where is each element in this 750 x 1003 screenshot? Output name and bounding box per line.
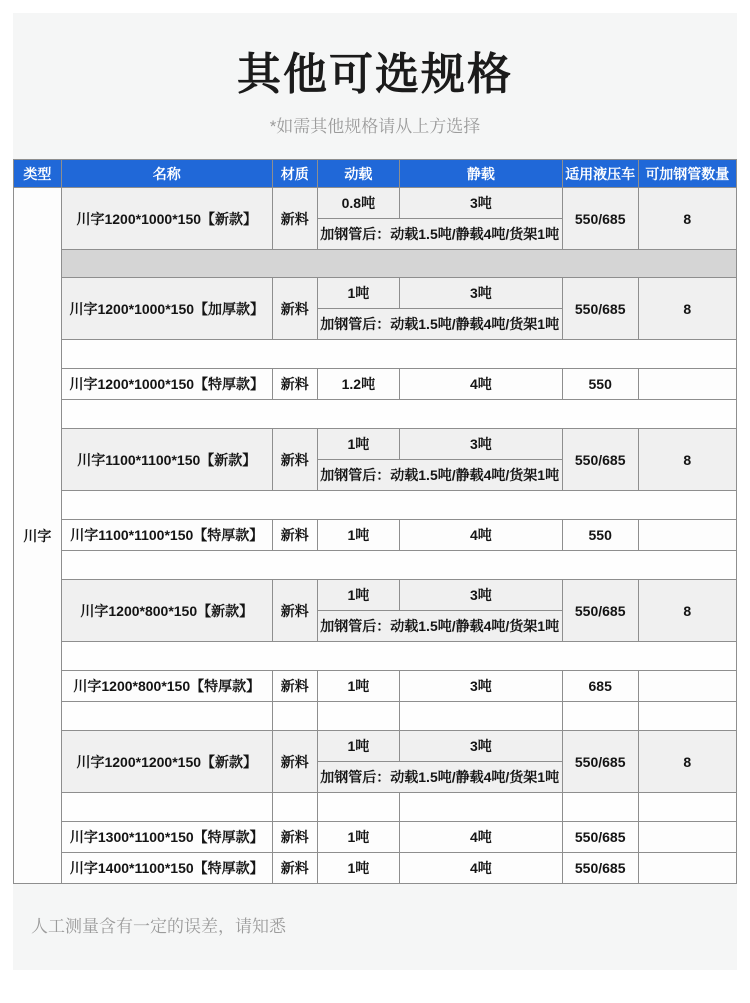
table-row	[14, 731, 737, 762]
spacer-cell	[61, 702, 272, 731]
dynamic-load-cell: 1吨	[317, 429, 399, 460]
pipe-count-cell	[638, 369, 736, 400]
spacer-row	[14, 340, 737, 369]
dynamic-load-cell: 0.8吨	[317, 188, 399, 219]
static-load-cell: 3吨	[400, 278, 563, 309]
table-row	[14, 429, 737, 460]
static-load-cell: 3吨	[400, 429, 563, 460]
static-load-cell: 3吨	[400, 188, 563, 219]
static-load-cell: 4吨	[400, 822, 563, 853]
material-cell: 新料	[272, 671, 317, 702]
table-row	[14, 278, 737, 309]
static-load-cell: 4吨	[400, 853, 563, 884]
static-load-cell: 3吨	[400, 731, 563, 762]
after-pipe-cell: 加钢管后：动载1.5吨/静载4吨/货架1吨	[317, 219, 562, 250]
material-cell: 新料	[272, 822, 317, 853]
spacer-cell	[400, 793, 563, 822]
table-row	[14, 369, 737, 400]
spacer-cell	[638, 793, 736, 822]
name-cell: 川字1100*1100*150【特厚款】	[61, 520, 272, 551]
pipe-count-cell: 8	[638, 580, 736, 642]
pipe-count-cell	[638, 671, 736, 702]
spacer-row	[14, 702, 737, 731]
content-card	[13, 13, 737, 970]
spacer-cell	[61, 642, 736, 671]
spacer-row	[14, 491, 737, 520]
table-row	[14, 520, 737, 551]
dynamic-load-cell: 1吨	[317, 731, 399, 762]
material-cell: 新料	[272, 188, 317, 250]
dynamic-load-cell: 1吨	[317, 580, 399, 611]
spacer-row	[14, 551, 737, 580]
spacer-row	[14, 400, 737, 429]
spacer-cell	[61, 400, 736, 429]
name-cell: 川字1400*1100*150【特厚款】	[61, 853, 272, 884]
pipe-count-cell: 8	[638, 429, 736, 491]
truck-cell: 550/685	[562, 853, 638, 884]
column-header-pipe-count: 可加钢管数量	[638, 160, 736, 188]
name-cell: 川字1200*800*150【新款】	[61, 580, 272, 642]
material-cell: 新料	[272, 429, 317, 491]
header-row	[14, 160, 737, 188]
static-load-cell: 4吨	[400, 369, 563, 400]
name-cell: 川字1200*1000*150【加厚款】	[61, 278, 272, 340]
footer-note: 人工测量含有一定的误差，请知悉	[31, 917, 286, 936]
truck-cell: 550/685	[562, 188, 638, 250]
truck-cell: 550/685	[562, 822, 638, 853]
material-cell: 新料	[272, 520, 317, 551]
pipe-count-cell	[638, 822, 736, 853]
after-pipe-cell: 加钢管后：动载1.5吨/静载4吨/货架1吨	[317, 309, 562, 340]
static-load-cell: 4吨	[400, 520, 563, 551]
truck-cell: 550	[562, 369, 638, 400]
name-cell: 川字1200*1000*150【特厚款】	[61, 369, 272, 400]
material-cell: 新料	[272, 369, 317, 400]
column-header-truck: 适用液压车	[562, 160, 638, 188]
name-cell: 川字1200*800*150【特厚款】	[61, 671, 272, 702]
dynamic-load-cell: 1吨	[317, 822, 399, 853]
after-pipe-cell: 加钢管后：动载1.5吨/静载4吨/货架1吨	[317, 611, 562, 642]
type-cell: 川字	[14, 188, 62, 884]
static-load-cell: 3吨	[400, 671, 563, 702]
truck-cell: 550/685	[562, 731, 638, 793]
table-row	[14, 580, 737, 611]
dynamic-load-cell: 1吨	[317, 671, 399, 702]
spacer-cell	[317, 793, 399, 822]
column-header-type: 类型	[14, 160, 62, 188]
spacer-cell	[562, 702, 638, 731]
column-header-static-load: 静载	[400, 160, 563, 188]
pipe-count-cell: 8	[638, 188, 736, 250]
dynamic-load-cell: 1吨	[317, 853, 399, 884]
material-cell: 新料	[272, 278, 317, 340]
name-cell: 川字1200*1000*150【新款】	[61, 188, 272, 250]
spacer-cell	[400, 702, 563, 731]
spec-table	[13, 159, 737, 884]
dynamic-load-cell: 1吨	[317, 278, 399, 309]
truck-cell: 550/685	[562, 429, 638, 491]
material-cell: 新料	[272, 853, 317, 884]
column-header-dynamic-load: 动载	[317, 160, 399, 188]
name-cell: 川字1300*1100*150【特厚款】	[61, 822, 272, 853]
table-row	[14, 188, 737, 219]
section-divider-band	[14, 250, 737, 278]
spacer-cell	[61, 491, 736, 520]
dynamic-load-cell: 1.2吨	[317, 369, 399, 400]
after-pipe-cell: 加钢管后：动载1.5吨/静载4吨/货架1吨	[317, 762, 562, 793]
spacer-cell	[272, 702, 317, 731]
pipe-count-cell	[638, 520, 736, 551]
truck-cell: 550/685	[562, 580, 638, 642]
table-row	[14, 671, 737, 702]
spacer-cell	[61, 551, 736, 580]
spacer-cell	[638, 702, 736, 731]
table-row	[14, 853, 737, 884]
spacer-cell	[61, 793, 272, 822]
pipe-count-cell	[638, 853, 736, 884]
after-pipe-cell: 加钢管后：动载1.5吨/静载4吨/货架1吨	[317, 460, 562, 491]
name-cell: 川字1200*1200*150【新款】	[61, 731, 272, 793]
spacer-cell	[61, 340, 736, 369]
page-title: 其他可选规格	[237, 50, 513, 99]
static-load-cell: 3吨	[400, 580, 563, 611]
divider-band-cell	[61, 250, 736, 278]
spacer-cell	[562, 793, 638, 822]
pipe-count-cell: 8	[638, 278, 736, 340]
material-cell: 新料	[272, 731, 317, 793]
truck-cell: 550/685	[562, 278, 638, 340]
column-header-material: 材质	[272, 160, 317, 188]
page-subtitle: *如需其他规格请从上方选择	[269, 117, 481, 136]
spacer-cell	[272, 793, 317, 822]
spacer-row	[14, 642, 737, 671]
material-cell: 新料	[272, 580, 317, 642]
dynamic-load-cell: 1吨	[317, 520, 399, 551]
column-header-name: 名称	[61, 160, 272, 188]
truck-cell: 550	[562, 520, 638, 551]
truck-cell: 685	[562, 671, 638, 702]
table-row	[14, 822, 737, 853]
name-cell: 川字1100*1100*150【新款】	[61, 429, 272, 491]
spacer-cell	[317, 702, 399, 731]
pipe-count-cell: 8	[638, 731, 736, 793]
spacer-row	[14, 793, 737, 822]
